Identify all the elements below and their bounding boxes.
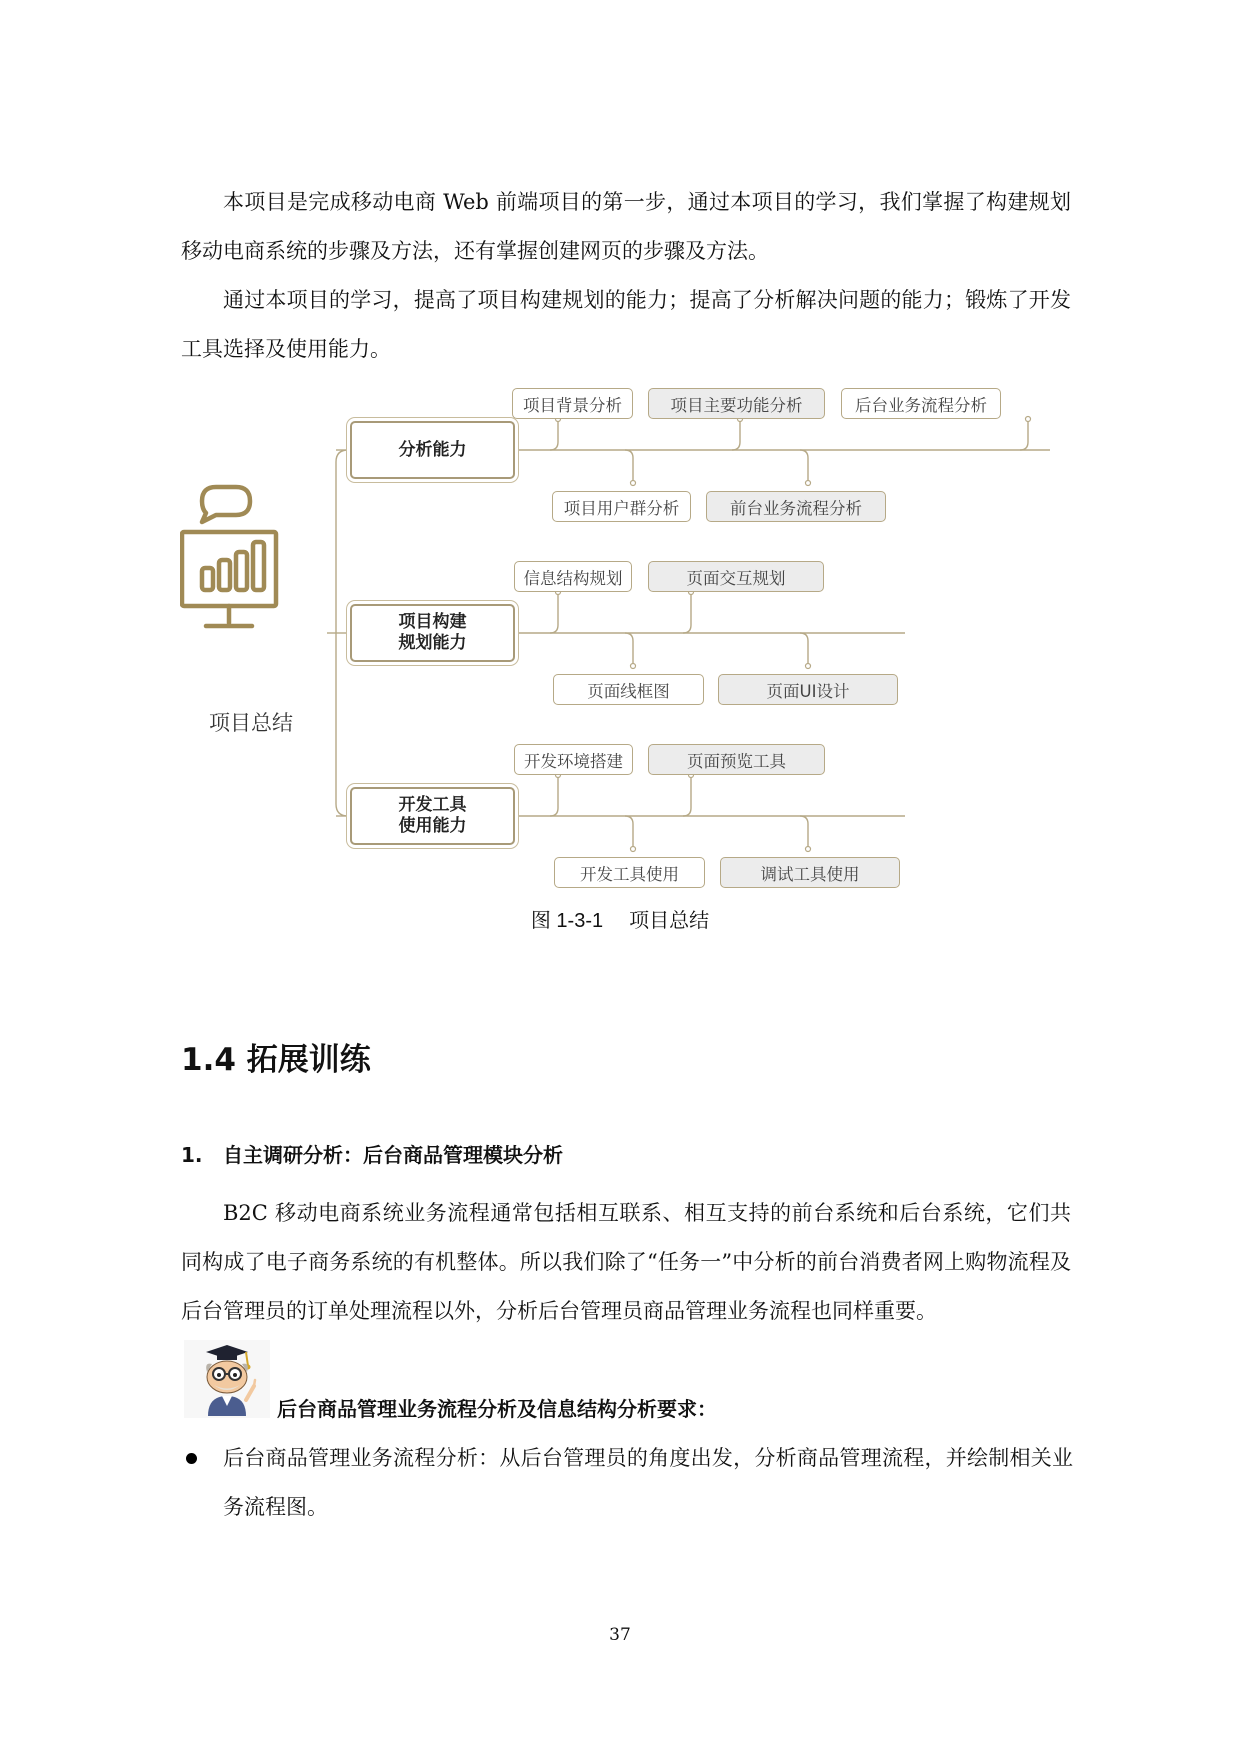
category-label-line: 使用能力 <box>398 816 467 836</box>
category-dev-tools-ability <box>350 787 515 845</box>
leaf-debug-tools-usage: 调试工具使用 <box>720 857 900 888</box>
leaf-backend-flow-analysis: 后台业务流程分析 <box>841 388 1001 419</box>
leaf-page-ui-design: 页面UI设计 <box>718 674 898 705</box>
professor-mascot-icon <box>184 1340 270 1418</box>
bullet-item: 后台商品管理业务流程分析：从后台管理员的角度出发，分析商品管理流程，并绘制相关业务流程图。 <box>223 1446 1073 1519</box>
leaf-main-function-analysis: 项目主要功能分析 <box>648 388 825 419</box>
category-project-planning-ability <box>350 604 515 662</box>
bullet-dot <box>186 1453 197 1464</box>
leaf-page-preview-tools: 页面预览工具 <box>648 744 825 775</box>
category-label-line: 分析能力 <box>398 439 467 460</box>
subsection-title-text: 自主调研分析：后台商品管理模块分析 <box>223 1143 563 1167</box>
subsection-title <box>181 1139 563 1168</box>
section-title: 1.4 拓展训练 <box>181 1042 371 1078</box>
leaf-page-interaction-planning: 页面交互规划 <box>648 561 824 592</box>
leaf-info-structure-planning: 信息结构规划 <box>514 561 632 592</box>
subsection-number: 1. <box>181 1143 203 1167</box>
page-number: 37 <box>609 1625 631 1645</box>
root-label: 项目总结 <box>209 711 293 735</box>
leaf-dev-environment-setup: 开发环境搭建 <box>514 744 633 775</box>
category-label-line: 规划能力 <box>398 633 467 653</box>
leaf-page-wireframe: 页面线框图 <box>553 674 704 705</box>
leaf-dev-tools-usage: 开发工具使用 <box>554 857 705 888</box>
diagram-connector-lines <box>180 382 1075 892</box>
section-paragraph: B2C 移动电商系统业务流程通常包括相互联系、相互支持的前台系统和后台系统，它们共同构成了电子商务系统的有机整体。所以我们除了“任务一”中分析的前台消费者网上购物流程及后台管理员的订单处理流程以外，分析后台管理员商品管理业务流程也同样重要。 <box>181 1201 1071 1323</box>
category-label-line: 开发工具 <box>398 795 467 815</box>
monitor-chat-bar-chart-icon <box>182 487 276 626</box>
leaf-project-background-analysis: 项目背景分析 <box>512 388 633 419</box>
figure-caption-text: 项目总结 <box>629 910 710 932</box>
leaf-frontend-flow-analysis: 前台业务流程分析 <box>706 491 886 522</box>
figure-caption <box>0 904 1240 933</box>
intro-paragraph-1: 本项目是完成移动电商 Web 前端项目的第一步，通过本项目的学习，我们掌握了构建规划移动电商系统的步骤及方法，还有掌握创建网页的步骤及方法。 <box>181 190 1071 263</box>
requirements-title: 后台商品管理业务流程分析及信息结构分析要求： <box>277 1397 717 1421</box>
category-analysis-ability <box>350 421 515 479</box>
figure-caption-number: 图 1-3-1 <box>530 910 604 932</box>
intro-paragraph-2: 通过本项目的学习，提高了项目构建规划的能力；提高了分析解决问题的能力；锻炼了开发工具选择及使用能力。 <box>181 288 1071 361</box>
summary-diagram <box>180 382 1075 892</box>
leaf-user-group-analysis: 项目用户群分析 <box>552 491 691 522</box>
category-label-line: 项目构建 <box>398 612 467 632</box>
